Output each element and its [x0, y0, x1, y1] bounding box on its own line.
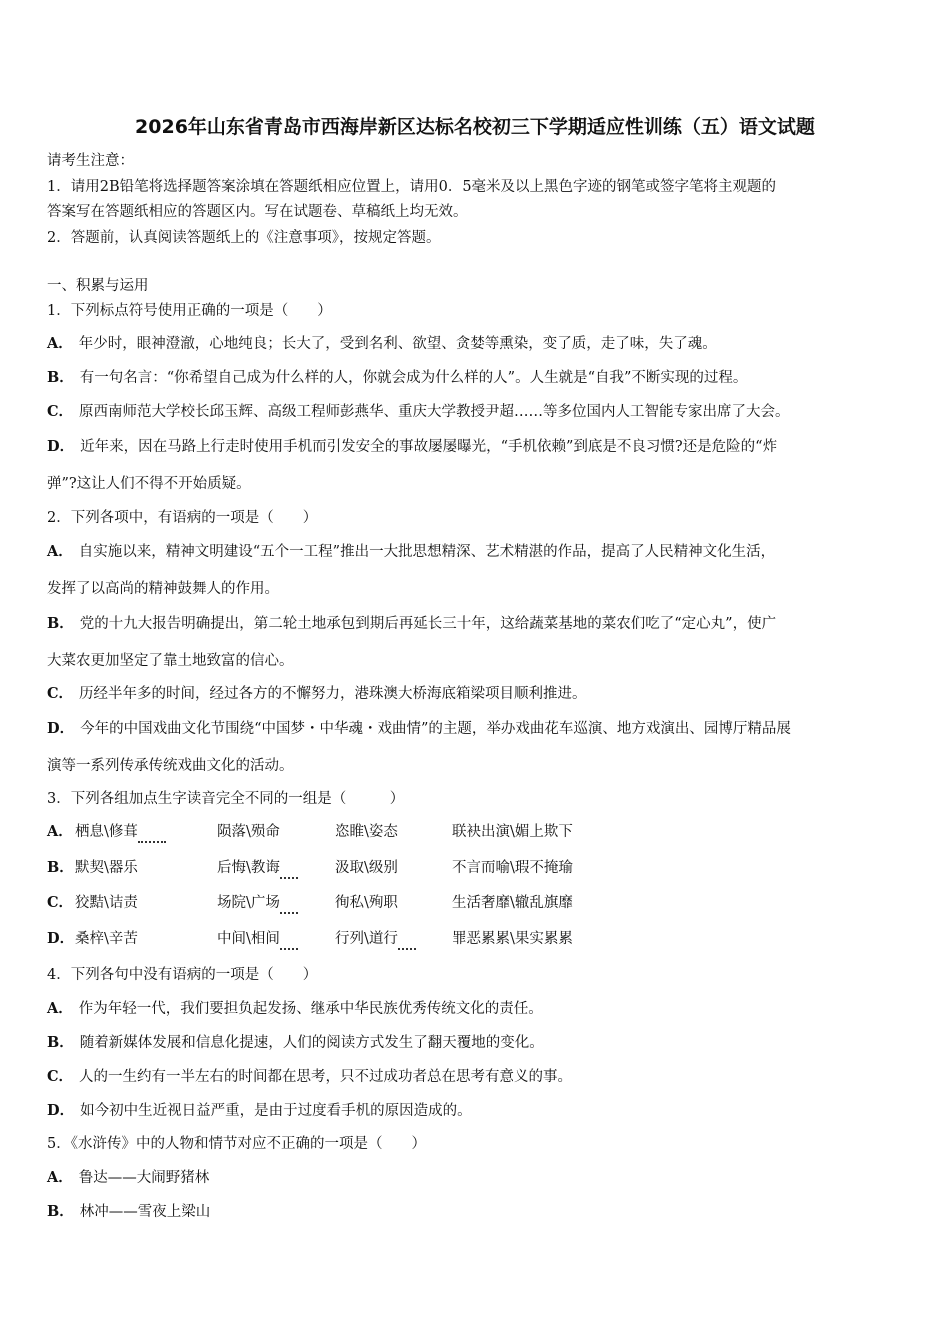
word-pair: 桑梓\辛苦 [75, 931, 138, 947]
option-letter: A． [47, 543, 73, 560]
option-text: 年少时，眼神澄澈，心地纯良；长大了，受到名利、欲望、贪婪等熏染，变了质，走了味，失了魂。 [78, 336, 717, 352]
option-text: 鲁达——大闹野猪林 [78, 1170, 210, 1186]
option-letter: B． [47, 615, 74, 632]
option-text: 林冲——雪夜上梁山 [79, 1204, 211, 1220]
q2-option-b [47, 614, 776, 634]
q2-option-d-cont: 演等一系列传承传统戏曲文化的活动。 [47, 758, 294, 774]
option-letter: B． [47, 369, 74, 386]
q5-stem: 5．《水浒传》中的人物和情节对应不正确的一项是（ ） [47, 1136, 426, 1152]
word-pair: 栖息\修葺 [75, 824, 138, 840]
option-text: 党的十九大报告明确提出，第二轮土地承包到期后再延长三十年，这给蔬菜基地的菜农们吃了“定心丸”，使广 [79, 616, 777, 632]
word-pair: 罪恶累累\果实累累 [452, 931, 573, 947]
word-pair: 陨落\殒命 [217, 824, 280, 840]
option-letter: D． [47, 720, 75, 737]
option-text: 有一句名言：“你希望自己成为什么样的人，你就会成为什么样的人”。人生就是“自我”不断实现的过程。 [79, 370, 748, 386]
option-letter: C． [47, 403, 74, 420]
q3-option-c [47, 893, 907, 913]
option-letter: A． [47, 1169, 73, 1186]
option-letter: D． [47, 438, 75, 455]
q1-option-d-cont: 弹”?这让人们不得不开始质疑。 [47, 476, 251, 492]
word-pair: 恣睢\姿态 [335, 824, 398, 840]
word-pair: 后悔\教诲 [217, 860, 280, 876]
option-letter: A． [47, 335, 73, 352]
option-letter: B． [47, 1203, 74, 1220]
q1-option-b [47, 368, 747, 388]
q3-option-a [47, 822, 907, 842]
q2-option-b-cont: 大菜农更加坚定了靠土地致富的信心。 [47, 653, 294, 669]
word-pair: 默契\器乐 [75, 860, 138, 876]
q3-option-d [47, 929, 907, 949]
notice-item1-line1: 1．请用2B铅笔将选择题答案涂填在答题纸相应位置上，请用0．5毫米及以上黑色字迹的钢笔或签字笔将主观题的 [47, 179, 777, 195]
q1-option-a [47, 334, 717, 354]
emphasis-dots [280, 895, 298, 914]
option-letter: B． [47, 1034, 74, 1051]
q5-option-a [47, 1168, 209, 1188]
option-text: 人的一生约有一半左右的时间都在思考，只不过成功者总在思考有意义的事。 [79, 1069, 573, 1085]
q2-option-d [47, 719, 791, 739]
q5-option-b [47, 1202, 210, 1222]
word-pair: 狡黠\诘责 [75, 895, 138, 911]
notice-heading: 请考生注意： [47, 153, 134, 169]
q3-stem: 3．下列各组加点生字读音完全不同的一组是（ ） [47, 791, 405, 807]
q4-stem: 4．下列各句中没有语病的一项是（ ） [47, 967, 318, 983]
notice-item1-line2: 答案写在答题纸相应的答题区内。写在试题卷、草稿纸上均无效。 [47, 204, 468, 220]
emphasis-dots [138, 824, 166, 843]
word-pair: 不言而喻\瑕不掩瑜 [452, 860, 573, 876]
option-letter: C． [47, 685, 74, 702]
word-pair: 徇私\殉职 [335, 895, 398, 911]
option-letter: C． [47, 894, 74, 911]
emphasis-dots [280, 931, 298, 950]
section-heading: 一、积累与运用 [47, 278, 149, 294]
q3-option-b [47, 858, 907, 878]
word-pair: 汲取\级别 [335, 860, 398, 876]
option-text: 近年来，因在马路上行走时使用手机而引发安全的事故屡屡曝光，“手机依赖”到底是不良习惯?还是危险的“炸 [80, 439, 778, 455]
emphasis-dots [280, 860, 298, 879]
q2-option-a [47, 542, 775, 562]
page-title: 2026年山东省青岛市西海岸新区达标名校初三下学期适应性训练（五）语文试题 [135, 116, 815, 138]
option-letter: B． [47, 859, 74, 876]
option-text: 作为年轻一代，我们要担负起发扬、继承中华民族优秀传统文化的责任。 [78, 1001, 543, 1017]
option-text: 随着新媒体发展和信息化提速，人们的阅读方式发生了翻天覆地的变化。 [79, 1035, 544, 1051]
q1-option-d [47, 437, 777, 457]
q4-option-b [47, 1033, 544, 1053]
option-text: 如今初中生近视日益严重，是由于过度看手机的原因造成的。 [80, 1103, 472, 1119]
q2-stem: 2．下列各项中，有语病的一项是（ ） [47, 510, 318, 526]
option-text: 今年的中国戏曲文化节围绕“中国梦・中华魂・戏曲情”的主题，举办戏曲花车巡演、地方戏演出、园博厅精品展 [80, 721, 791, 737]
option-text: 原西南师范大学校长邱玉辉、高级工程师彭燕华、重庆大学教授尹超……等多位国内人工智能专家出席了大会。 [79, 404, 790, 420]
q4-option-d [47, 1101, 472, 1121]
emphasis-dots [398, 931, 416, 950]
q2-option-c [47, 684, 587, 704]
option-letter: D． [47, 1102, 75, 1119]
option-letter: D． [47, 930, 75, 947]
q4-option-a [47, 999, 543, 1019]
notice-item2: 2．答题前，认真阅读答题纸上的《注意事项》，按规定答题。 [47, 230, 441, 246]
word-pair: 联袂出演\媚上欺下 [452, 824, 573, 840]
option-letter: C． [47, 1068, 74, 1085]
option-letter: A． [47, 1000, 73, 1017]
option-letter: A． [47, 823, 73, 840]
word-pair: 生活奢靡\辙乱旗靡 [452, 895, 573, 911]
word-pair: 中间\相间 [217, 931, 280, 947]
option-text: 历经半年多的时间，经过各方的不懈努力，港珠澳大桥海底箱梁项目顺利推进。 [79, 686, 587, 702]
q1-option-c [47, 402, 790, 422]
option-text: 自实施以来，精神文明建设“五个一工程”推出一大批思想精深、艺术精湛的作品，提高了人民精神文化生活， [78, 544, 776, 560]
q1-stem: 1．下列标点符号使用正确的一项是（ ） [47, 303, 332, 319]
q4-option-c [47, 1067, 572, 1087]
word-pair: 场院\广场 [217, 895, 280, 911]
q2-option-a-cont: 发挥了以高尚的精神鼓舞人的作用。 [47, 581, 279, 597]
word-pair: 行列\道行 [335, 931, 398, 947]
